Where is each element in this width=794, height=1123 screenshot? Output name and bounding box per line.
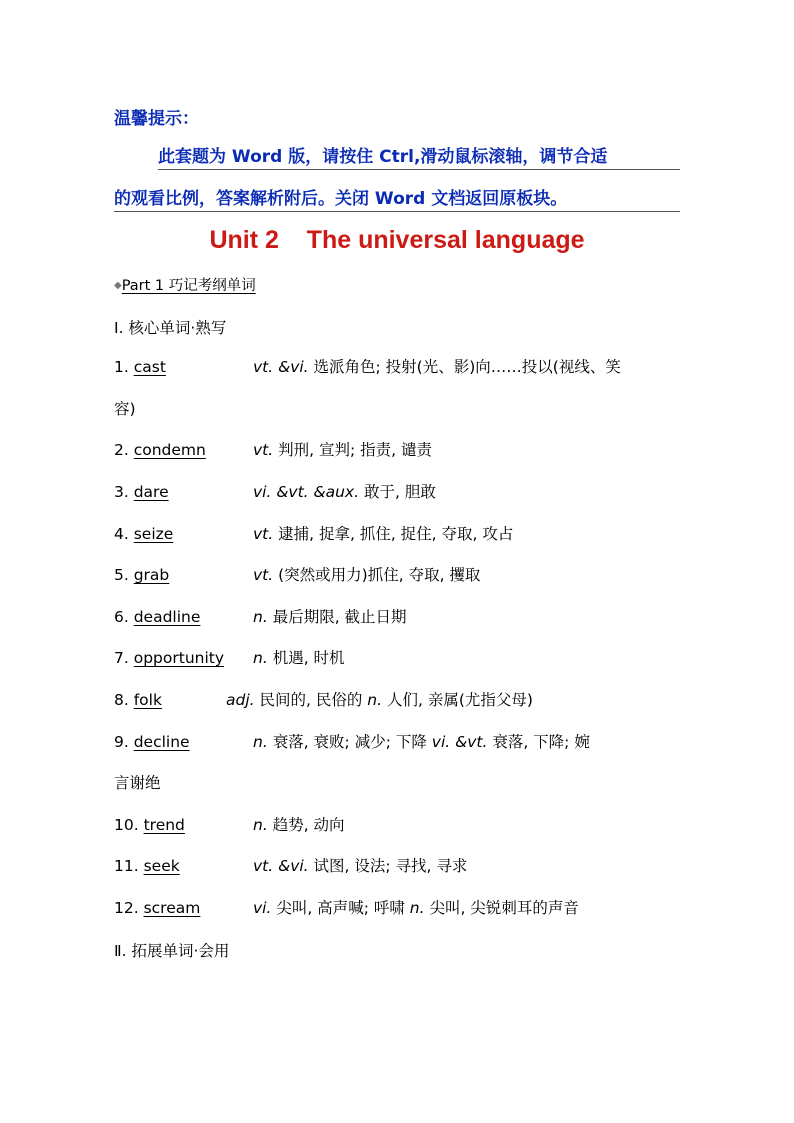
definition-text: 判刑, 宣判; 指责, 谴责 xyxy=(273,441,432,459)
part-of-speech: vt. xyxy=(253,525,274,543)
word-row-1 xyxy=(114,357,621,377)
part-of-speech: vt. xyxy=(253,441,274,459)
definition-text: 尖叫, 高声喊; 呼啸 xyxy=(271,899,410,917)
vocab-word: trend xyxy=(143,816,185,834)
word-row-9-continuation: 言谢绝 xyxy=(114,774,161,792)
word-number: 6. xyxy=(114,608,134,626)
word-number: 7. xyxy=(114,649,134,667)
section-heading-extended-words: Ⅱ. 拓展单词·会用 xyxy=(114,942,230,960)
word-row-9 xyxy=(114,732,590,752)
vocab-word: folk xyxy=(133,691,162,709)
vocab-word: opportunity xyxy=(133,649,225,667)
part-of-speech: vt. &vi. xyxy=(253,857,309,875)
part-of-speech: n. xyxy=(367,691,383,709)
definition-text: 敢于, 胆敢 xyxy=(359,483,436,501)
definition-text: 人们, 亲属(尤指父母) xyxy=(382,691,533,709)
word-definition xyxy=(253,524,513,544)
vocab-word: seek xyxy=(143,857,180,875)
word-definition xyxy=(253,898,579,918)
part-of-speech: n. xyxy=(253,649,268,667)
part-of-speech: vi. xyxy=(253,899,272,917)
word-number: 8. xyxy=(114,691,134,709)
word-number: 11. xyxy=(114,857,144,875)
vocab-word: condemn xyxy=(133,441,206,459)
vocab-word: deadline xyxy=(133,608,201,626)
part-of-speech: vi. &vt. &aux. xyxy=(253,483,360,501)
tip-line-1: 此套题为 Word 版，请按住 Ctrl,滑动鼠标滚轴，调节合适 xyxy=(158,145,680,170)
word-row-2 xyxy=(114,440,432,460)
definition-text: 试图, 设法; 寻找, 寻求 xyxy=(308,857,468,875)
vocab-word: dare xyxy=(133,483,169,501)
part-of-speech: n. xyxy=(409,899,425,917)
word-row-5 xyxy=(114,565,481,585)
part-of-speech: vt. xyxy=(253,566,274,584)
word-number: 2. xyxy=(114,441,134,459)
vocab-word: cast xyxy=(133,358,166,376)
part-label: Part 1 巧记考纲单词 xyxy=(121,278,256,294)
vocab-word: scream xyxy=(143,899,201,917)
vocab-word: seize xyxy=(133,525,174,543)
part-of-speech: n. xyxy=(253,608,268,626)
definition-text: (突然或用力)抓住, 夺取, 攫取 xyxy=(273,566,481,584)
section-heading-core-words: Ⅰ. 核心单词·熟写 xyxy=(114,319,227,337)
word-definition xyxy=(253,732,590,752)
definition-text: 衰落, 下降; 婉 xyxy=(487,733,590,751)
word-definition xyxy=(226,690,533,710)
word-definition xyxy=(253,482,436,502)
word-row-8 xyxy=(114,690,533,710)
definition-text: 民间的, 民俗的 xyxy=(254,691,368,709)
word-row-12 xyxy=(114,898,579,918)
definition-text: 趋势, 动向 xyxy=(267,816,345,834)
word-row-11 xyxy=(114,856,468,876)
word-number: 5. xyxy=(114,566,134,584)
word-number: 12. xyxy=(114,899,144,917)
word-definition xyxy=(253,648,345,668)
word-number: 3. xyxy=(114,483,134,501)
word-number: 1. xyxy=(114,358,134,376)
part-of-speech: n. xyxy=(253,733,268,751)
word-definition xyxy=(253,856,467,876)
word-row-6 xyxy=(114,607,407,627)
definition-text: 机遇, 时机 xyxy=(267,649,345,667)
part-of-speech: vt. &vi. xyxy=(253,358,309,376)
part-heading xyxy=(114,274,256,295)
definition-text: 尖叫, 尖锐刺耳的声音 xyxy=(424,899,579,917)
word-number: 4. xyxy=(114,525,134,543)
word-definition xyxy=(253,815,345,835)
definition-text: 选派角色; 投射(光、影)向……投以(视线、笑 xyxy=(308,358,621,376)
part-of-speech: adj. xyxy=(226,691,255,709)
word-definition xyxy=(253,357,621,377)
word-number: 9. xyxy=(114,733,134,751)
tip-title: 温馨提示： xyxy=(114,109,199,129)
word-row-1-continuation: 容) xyxy=(114,400,136,418)
word-definition xyxy=(253,565,480,585)
word-row-3 xyxy=(114,482,436,502)
word-row-10 xyxy=(114,815,345,835)
unit-title: Unit 2 The universal language xyxy=(209,226,585,254)
part-of-speech: n. xyxy=(253,816,268,834)
definition-text: 逮捕, 捉拿, 抓住, 捉住, 夺取, 攻占 xyxy=(273,525,514,543)
word-definition xyxy=(253,607,407,627)
word-definition xyxy=(253,440,432,460)
part-of-speech: vi. &vt. xyxy=(431,733,488,751)
word-number: 10. xyxy=(114,816,144,834)
definition-text: 最后期限, 截止日期 xyxy=(267,608,407,626)
vocab-word: decline xyxy=(133,733,190,751)
diamond-bullet-icon: ◆ xyxy=(114,280,122,291)
definition-text: 衰落, 衰败; 减少; 下降 xyxy=(267,733,432,751)
word-row-7 xyxy=(114,648,345,668)
word-row-4 xyxy=(114,524,514,544)
tip-line-2: 的观看比例，答案解析附后。关闭 Word 文档返回原板块。 xyxy=(114,187,680,212)
vocab-word: grab xyxy=(133,566,170,584)
